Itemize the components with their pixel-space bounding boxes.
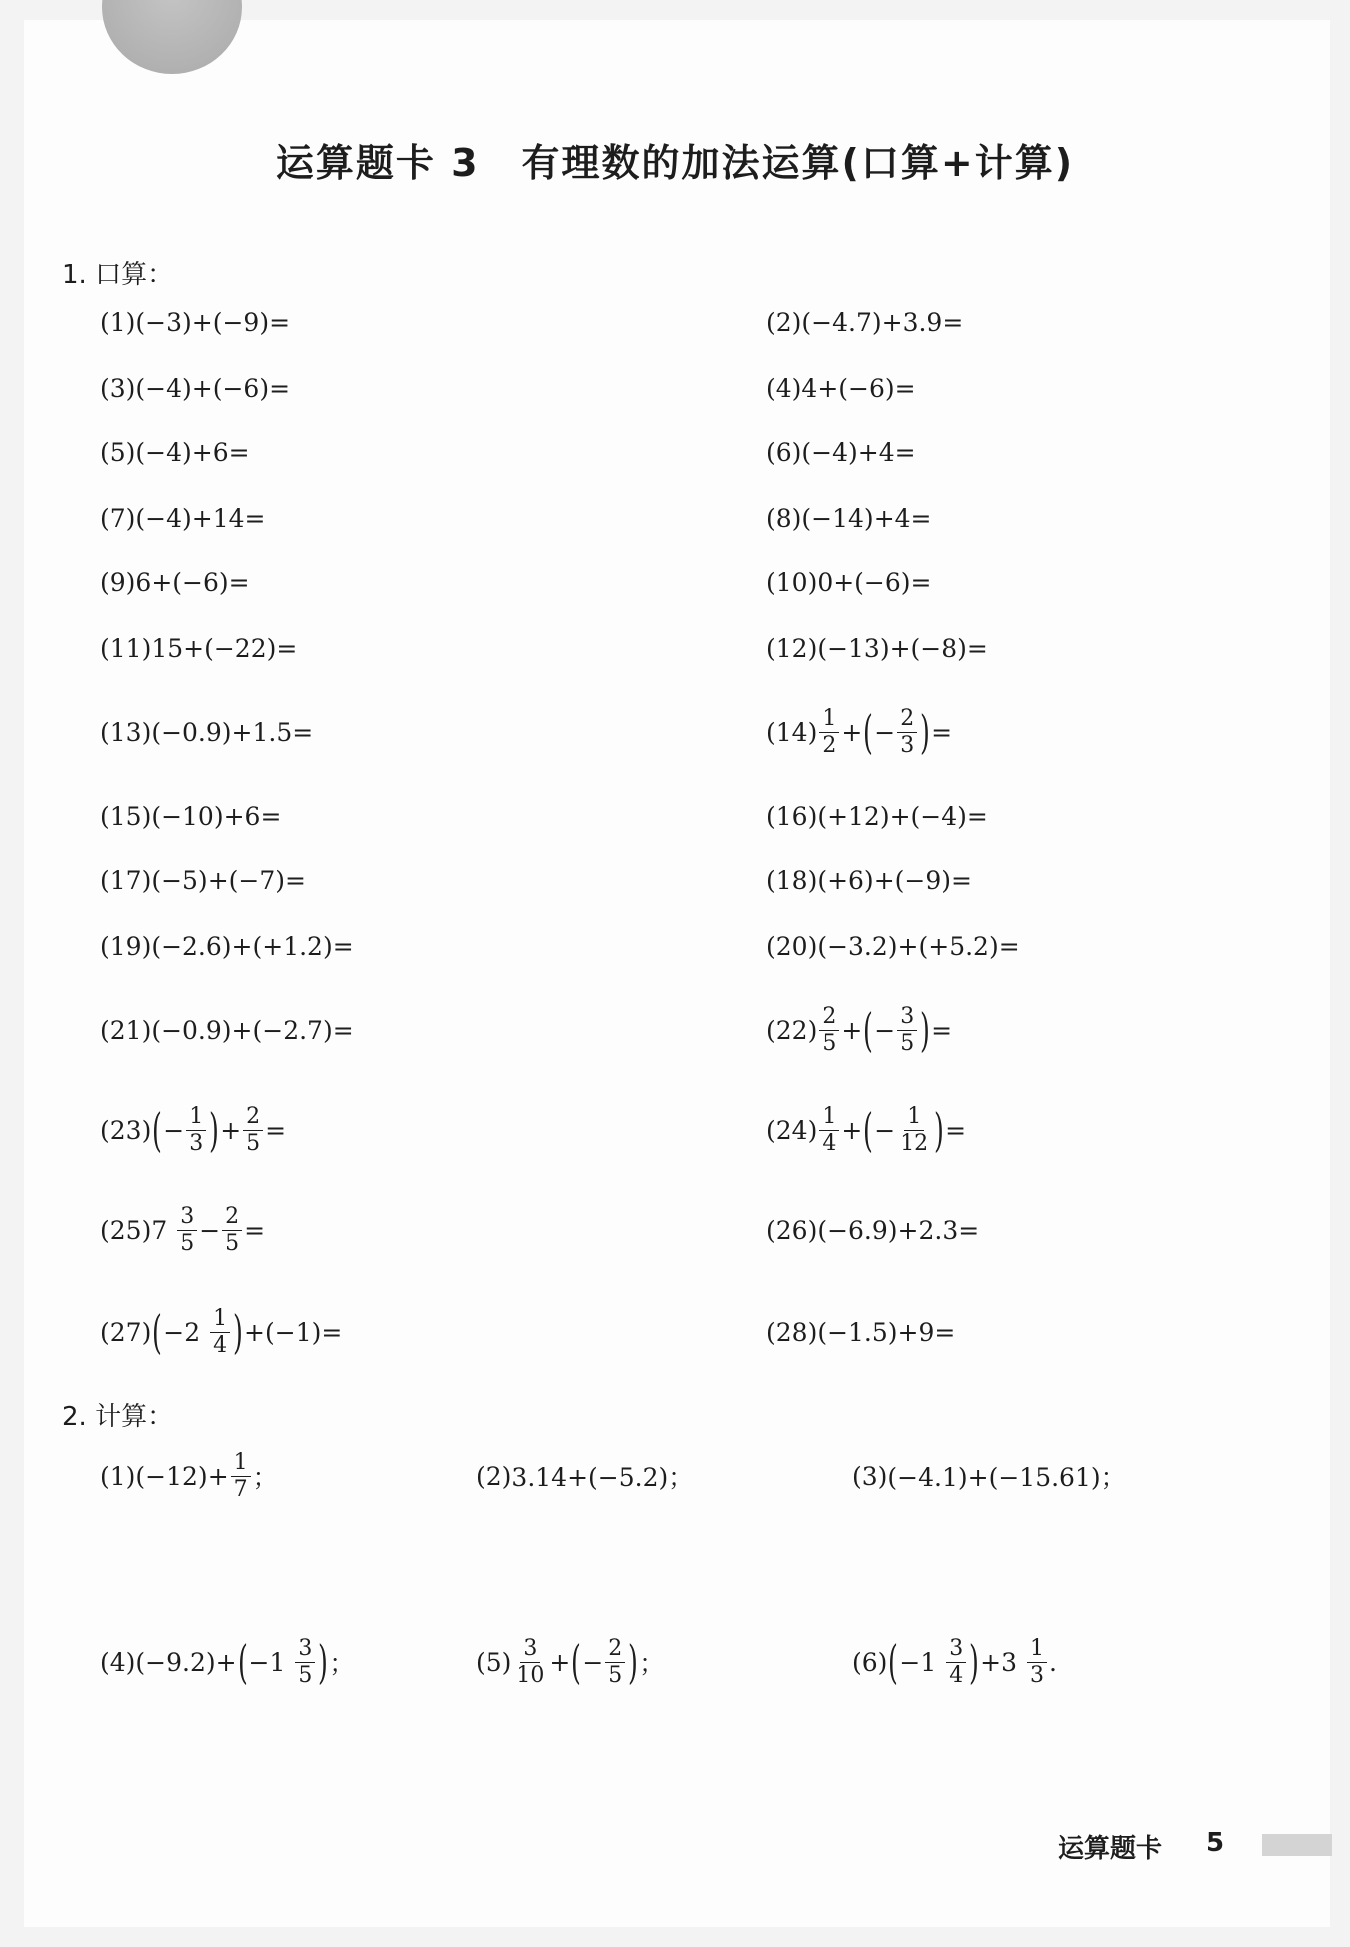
- problem-label: (5): [100, 437, 136, 467]
- problem-label: (6): [852, 1647, 888, 1677]
- problem-label: (6): [766, 437, 802, 467]
- oral-problem: [100, 358, 290, 418]
- oral-problem: [100, 850, 306, 910]
- section-1-heading: 1. 口算：: [62, 260, 174, 290]
- problem-label: (9): [100, 567, 136, 597]
- problem-label: (3): [100, 373, 136, 403]
- problem-end: ；: [252, 1463, 278, 1492]
- footer-label: 运算题卡: [1058, 1834, 1163, 1864]
- corner-decoration: [102, 0, 242, 74]
- problem-label: (4): [766, 373, 802, 403]
- oral-problem: [766, 488, 932, 548]
- fraction: $\frac{3}{5}$: [295, 1637, 315, 1686]
- problem-expr: (−4.1)+(−15.61)；: [887, 1463, 1126, 1492]
- problem-label: (3): [852, 1461, 888, 1491]
- problem-expr: (−5)+(−7)=: [151, 865, 306, 895]
- problem-expr: (−4)+4=: [801, 437, 916, 467]
- problem-label: (12): [766, 633, 818, 663]
- oral-problem: [100, 916, 354, 976]
- problem-expr: (−4)+(−6)=: [135, 373, 291, 403]
- fraction: $\frac{1}{4}$: [819, 1105, 839, 1154]
- fraction: $\frac{1}{7}$: [231, 1451, 251, 1500]
- fraction: $\frac{2}{5}$: [222, 1205, 242, 1254]
- problem-expr: (−4)+6=: [135, 437, 250, 467]
- calc-problem-5: (5) $\frac{3}{10}$ + ( − $\frac{2}{5}$ ) ；: [476, 1635, 665, 1689]
- oral-problem: [766, 916, 1020, 976]
- problem-label: (20): [766, 931, 818, 961]
- problem-label: (5): [476, 1647, 512, 1677]
- problem-label: (2): [766, 307, 802, 337]
- problem-end: ；: [639, 1649, 665, 1678]
- problem-label: (4): [100, 1647, 136, 1677]
- oral-problem: [766, 618, 988, 678]
- problem-label: (14): [766, 717, 818, 747]
- problem-expr: 3.14+(−5.2)；: [511, 1463, 694, 1492]
- title-card-label: 运算题卡 3: [275, 141, 480, 185]
- problem-expr: (−12)+: [135, 1461, 229, 1491]
- problem-expr: (−1.5)+9=: [817, 1317, 956, 1347]
- problem-label: (28): [766, 1317, 818, 1347]
- oral-problem: [100, 786, 281, 846]
- fraction: $\frac{1}{4}$: [210, 1307, 230, 1356]
- problem-expr: 15+(−22)=: [151, 633, 298, 663]
- calc-problem-6: (6) ( −1 $\frac{3}{4}$ ) +3 $\frac{1}{3}$ .: [852, 1635, 1057, 1689]
- problem-expr: (−10)+6=: [151, 801, 282, 831]
- fraction: $\frac{3}{10}$: [516, 1636, 545, 1688]
- oral-problem: [100, 552, 250, 612]
- problem-expr: (−3)+(−9)=: [135, 307, 291, 337]
- problem-label: (19): [100, 931, 152, 961]
- problem-expr: 0+(−6)=: [817, 567, 932, 597]
- oral-problem: [100, 1000, 354, 1060]
- problem-label: (25): [100, 1215, 152, 1245]
- problem-expr: 6+(−6)=: [135, 567, 250, 597]
- fraction: $\frac{3}{5}$: [177, 1205, 197, 1254]
- calc-problem-3: [852, 1446, 1126, 1506]
- problem-expr: +(−1)=: [244, 1317, 343, 1347]
- oral-problem: [100, 618, 297, 678]
- fraction: $\frac{3}{5}$: [897, 1005, 917, 1054]
- mixed-whole: −1: [248, 1647, 286, 1677]
- problem-label: (13): [100, 717, 152, 747]
- problem-label: (15): [100, 801, 152, 831]
- problem-expr: (−4.7)+3.9=: [801, 307, 964, 337]
- fraction: $\frac{2}{5}$: [819, 1005, 839, 1054]
- mixed-whole: −1: [899, 1647, 937, 1677]
- calc-problem-2: [476, 1446, 693, 1506]
- problem-end: .: [1048, 1647, 1057, 1677]
- oral-problem: [100, 422, 250, 482]
- fraction: $\frac{1}{3}$: [1027, 1637, 1047, 1686]
- title-topic: 有理数的加法运算(口算+计算): [521, 141, 1075, 185]
- calc-problem-4: (4) (−9.2)+ ( −1 $\frac{3}{5}$ ) ；: [100, 1635, 355, 1689]
- problem-expr: (+6)+(−9)=: [817, 865, 972, 895]
- problem-expr: (−3.2)+(+5.2)=: [817, 931, 1020, 961]
- problem-expr: (−14)+4=: [801, 503, 932, 533]
- calc-problem-1: [100, 1446, 278, 1506]
- problem-label: (8): [766, 503, 802, 533]
- problem-expr: (−0.9)+1.5=: [151, 717, 314, 747]
- fraction: $\frac{1}{2}$: [819, 707, 839, 756]
- problem-expr: (−0.9)+(−2.7)=: [151, 1015, 354, 1045]
- page-number: 5: [1206, 1828, 1225, 1858]
- oral-problem: (27) ( −2 $\frac{1}{4}$ ) +(−1)=: [100, 1305, 343, 1359]
- problem-label: (26): [766, 1215, 818, 1245]
- oral-problem: [100, 702, 313, 762]
- problem-label: (10): [766, 567, 818, 597]
- oral-problem: [766, 552, 932, 612]
- footer-bar: [1262, 1834, 1332, 1856]
- oral-problem: [766, 422, 916, 482]
- problem-expr: (−9.2)+: [135, 1647, 237, 1677]
- oral-problem: [100, 292, 290, 352]
- problem-label: (16): [766, 801, 818, 831]
- problem-expr: (−13)+(−8)=: [817, 633, 988, 663]
- fraction: $\frac{2}{5}$: [243, 1105, 263, 1154]
- fraction: $\frac{1}{12}$: [900, 1104, 929, 1156]
- problem-expr: (−2.6)+(+1.2)=: [151, 931, 354, 961]
- problem-label: (11): [100, 633, 152, 663]
- fraction: $\frac{3}{4}$: [946, 1637, 966, 1686]
- oral-problem: (22) $\frac{2}{5}$ + ( − $\frac{3}{5}$ ) =: [766, 1003, 953, 1057]
- problem-expr: 4+(−6)=: [801, 373, 916, 403]
- oral-problem: (24) $\frac{1}{4}$ + ( − $\frac{1}{12}$ ) =: [766, 1103, 967, 1157]
- oral-problem: [766, 1200, 979, 1260]
- oral-problem: [766, 292, 963, 352]
- problem-label: (18): [766, 865, 818, 895]
- problem-expr: (+12)+(−4)=: [817, 801, 988, 831]
- problem-expr: (−4)+14=: [135, 503, 266, 533]
- section-2-heading: 2. 计算：: [62, 1402, 174, 1432]
- problem-label: (22): [766, 1015, 818, 1045]
- problem-label: (7): [100, 503, 136, 533]
- problem-expr: (−6.9)+2.3=: [817, 1215, 980, 1245]
- page-title: [0, 132, 1350, 187]
- oral-problem: (23) ( − $\frac{1}{3}$ ) + $\frac{2}{5}$ =: [100, 1103, 287, 1157]
- problem-label: (1): [100, 307, 136, 337]
- problem-label: (23): [100, 1115, 152, 1145]
- fraction: $\frac{1}{3}$: [186, 1105, 206, 1154]
- problem-label: (21): [100, 1015, 152, 1045]
- oral-problem: [100, 488, 266, 548]
- problem-end: ；: [329, 1649, 355, 1678]
- problem-label: (2): [476, 1461, 512, 1491]
- fraction: $\frac{2}{3}$: [897, 707, 917, 756]
- oral-problem: (25) 7 $\frac{3}{5}$ − $\frac{2}{5}$ =: [100, 1204, 266, 1256]
- oral-problem: [766, 358, 916, 418]
- oral-problem: (14) $\frac{1}{2}$ + ( − $\frac{2}{3}$ ) =: [766, 705, 953, 759]
- fraction: $\frac{2}{5}$: [605, 1637, 625, 1686]
- oral-problem: [766, 786, 988, 846]
- oral-problem: [766, 850, 972, 910]
- problem-label: (17): [100, 865, 152, 895]
- problem-label: (27): [100, 1317, 152, 1347]
- mixed-whole: −2: [163, 1317, 201, 1347]
- problem-label: (24): [766, 1115, 818, 1145]
- mixed-whole: 7: [151, 1215, 168, 1245]
- problem-label: (1): [100, 1461, 136, 1491]
- oral-problem: [766, 1302, 955, 1362]
